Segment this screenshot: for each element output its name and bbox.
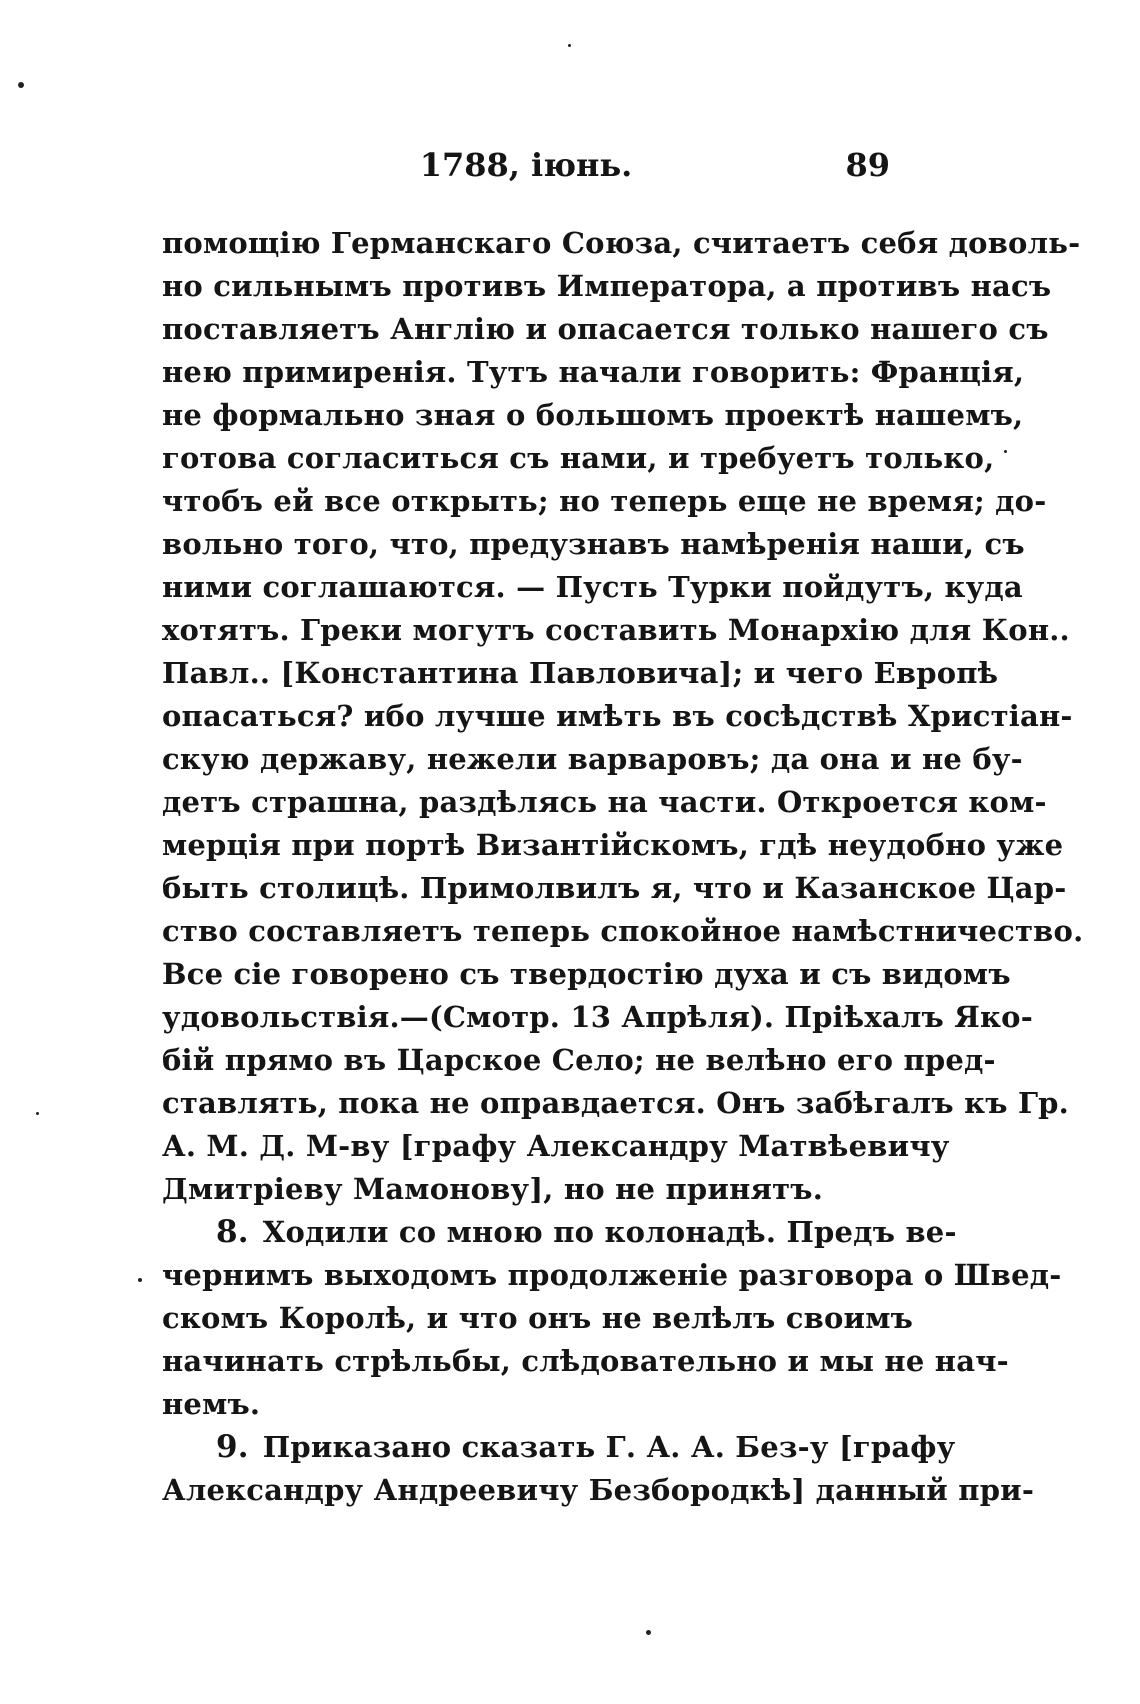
text-line: не формально зная о большомъ проектѣ нашемъ, (162, 398, 1024, 432)
text-line: немъ. (162, 1387, 261, 1421)
text-line: скую державу, нежели варваровъ; да она и не бу- (162, 742, 1023, 776)
text-line: опасаться? ибо лучше имѣть въ сосѣдствѣ Христіан- (162, 699, 1073, 733)
text-line: ними соглашаются. — Пусть Турки пойдутъ, куда (162, 570, 1023, 604)
text-line: но сильнымъ противъ Императора, а противъ насъ (162, 269, 1052, 303)
text-line: Александру Андреевичу Безбородкѣ] данный при- (162, 1473, 1035, 1507)
text-line: вольно того, что, предузнавъ намѣренія наши, съ (162, 527, 1025, 561)
header-title: 1788, іюнь. (419, 146, 633, 184)
text-line: Все сіе говорено съ твердостію духа и съ видомъ (162, 957, 1011, 991)
text-line: Дмитріеву Мамонову], но не принятъ. (162, 1172, 824, 1206)
text-line: скомъ Королѣ, и что онъ не велѣлъ своимъ (162, 1301, 914, 1335)
running-header (162, 146, 890, 190)
text-line: А. М. Д. М-ву [графу Александру Матвѣевичу (162, 1129, 950, 1163)
page-number: 89 (845, 146, 890, 184)
text-line: быть столицѣ. Примолвилъ я, что и Казанское Цар- (162, 871, 1067, 905)
text-line: чтобъ ей все открыть; но теперь еще не время; до- (162, 484, 1047, 518)
paper-speck (1004, 450, 1007, 453)
paper-speck (646, 1630, 651, 1635)
text-body (162, 222, 1084, 1512)
paper-speck (138, 1278, 142, 1282)
text-line: удовольствія.—(Смотр. 13 Апрѣля). Пріѣхалъ Яко- (162, 1000, 1033, 1034)
text-line: мерція при портѣ Византійскомъ, гдѣ неудобно уже (162, 828, 1064, 862)
text-line: чернимъ выходомъ продолженіе разговора о Швед- (162, 1258, 1062, 1292)
entry-text: Приказано сказать Г. А. А. Без-у [графу (262, 1430, 956, 1464)
text-line: нею примиренія. Тутъ начали говорить: Франція, (162, 355, 1025, 389)
entry-text: Ходили со мною по колонадѣ. Предъ ве- (262, 1215, 957, 1249)
text-line: Павл.. [Константина Павловича]; и чего Европѣ (162, 656, 999, 690)
paper-speck (18, 82, 24, 88)
paper-speck (36, 1112, 39, 1115)
text-line: бій прямо въ Царское Село; не велѣно его пред- (162, 1043, 996, 1077)
entry-9-first-line (162, 1426, 956, 1469)
text-line: начинать стрѣльбы, слѣдовательно и мы не нач- (162, 1344, 1009, 1378)
text-line: хотятъ. Греки могутъ составить Монархію для Кон.. (162, 613, 1070, 647)
text-line: поставляетъ Англію и опасается только нашего съ (162, 312, 1049, 346)
text-line: помощію Германскаго Союза, считаетъ себя доволь- (162, 226, 1081, 260)
entry-8-first-line (162, 1211, 957, 1254)
entry-number: 8. (216, 1214, 249, 1250)
text-line: детъ страшна, раздѣлясь на части. Откроется ком- (162, 785, 1047, 819)
text-line: ство составляетъ теперь спокойное намѣстничество. (162, 914, 1084, 948)
text-line: ставлять, пока не оправдается. Онъ забѣгалъ къ Гр. (162, 1086, 1069, 1120)
entry-number: 9. (216, 1429, 249, 1465)
paper-speck (568, 44, 571, 47)
text-line: готова согласиться съ нами, и требуетъ только, (162, 441, 995, 475)
